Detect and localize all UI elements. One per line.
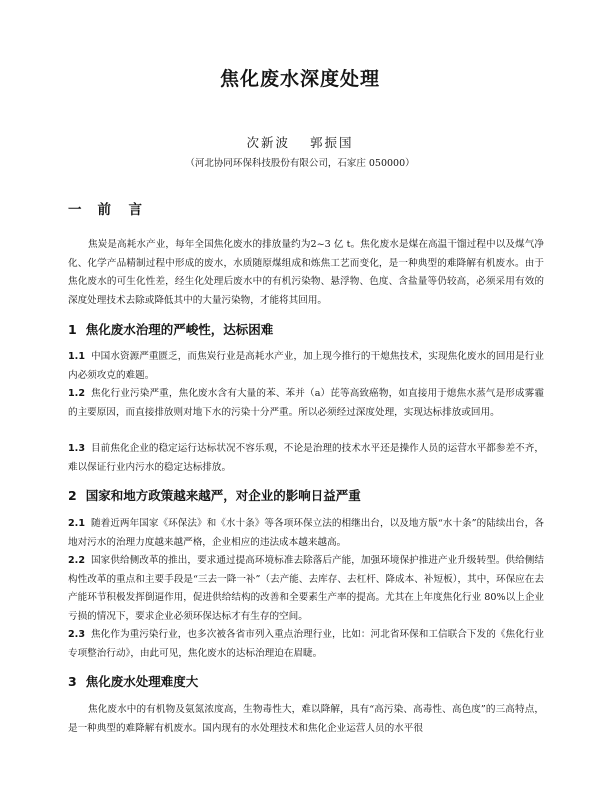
list-item — [68, 515, 544, 552]
item-text: 焦化作为重污染行业，也多次被各省市列入重点治理行业，比如：河北省环保和工信联合下发的《焦化行业专项整治行动》，由此可见，焦化废水的达标治理迫在眉睫。 — [68, 629, 544, 659]
section-heading — [68, 486, 361, 504]
section-heading — [68, 672, 198, 690]
list-item — [68, 440, 544, 477]
section-number: 3 — [68, 674, 77, 689]
item-number: 1.3 — [68, 443, 85, 454]
list-item — [68, 552, 544, 626]
section-heading — [68, 320, 273, 338]
item-text: 随着近两年国家《环保法》和《水十条》等各项环保立法的相继出台，以及地方版“水十条”的陆续出台，各地对污水的治理力度越来越严格，企业相应的违法成本越来越高。 — [68, 518, 544, 548]
item-number: 2.3 — [68, 629, 85, 640]
item-text: 焦化行业污染严重，焦化废水含有大量的苯、苯并（a）芘等高致癌物，如直接用于熄焦水蒸气是形成雾霾的主要原因，而直接排放则对地下水的污染十分严重。所以必须经过深度处理，实现达标排放或回用。 — [68, 388, 544, 418]
section-paragraph: 焦化废水中的有机物及氨氮浓度高，生物毒性大，难以降解，具有“高污染、高毒性、高色度”的三高特点，是一种典型的难降解有机废水。国内现有的水处理技术和焦化企业运营人员的水平很 — [68, 704, 544, 734]
section-title: 焦化废水治理的严峻性，达标困难 — [85, 322, 274, 337]
preface-number: 一 — [68, 202, 84, 218]
item-number: 1.2 — [68, 388, 85, 399]
author-name: 次新波 — [246, 135, 290, 150]
list-item — [68, 348, 544, 385]
item-text: 中国水资源严重匮乏，而焦炭行业是高耗水产业，加上现今推行的干熄焦技术，实现焦化废水的回用是行业内必须攻克的难题。 — [68, 351, 544, 381]
author-list — [0, 133, 600, 151]
preface-paragraph: 焦炭是高耗水产业，每年全国焦化废水的排放量约为2~3 亿 t。焦化废水是煤在高温干馏过程中以及煤气净化、化学产品精制过程中形成的废水，水质随原煤组成和炼焦工艺而变化，是一种典型的难降解有机废水。由于焦化废水的可生化性差，经生化处理后废水中的有机污染物、悬浮物、色度、含盐量等仍较高，必须采用有效的深度处理技术去除或降低其中的大量污染物，才能将其回用。 — [68, 239, 544, 306]
author-name: 郭振国 — [309, 135, 354, 150]
section-title: 国家和地方政策越来越严，对企业的影响日益严重 — [85, 488, 361, 503]
section-title: 焦化废水处理难度大 — [85, 674, 199, 689]
section-number: 2 — [68, 488, 77, 503]
paper-title: 焦化废水深度处理 — [219, 68, 380, 90]
item-number: 2.2 — [68, 555, 85, 566]
section-number: 1 — [68, 322, 77, 337]
list-item — [68, 626, 544, 663]
affiliation: （河北协同环保科技股份有限公司，石家庄 050000） — [185, 158, 415, 169]
preface-heading — [68, 198, 158, 218]
item-number: 2.1 — [68, 518, 85, 529]
item-number: 1.1 — [68, 351, 85, 362]
item-text: 目前焦化企业的稳定运行达标状况不容乐观，不论是治理的技术水平还是操作人员的运营水平都参差不齐，难以保证行业内污水的稳定达标排放。 — [68, 443, 544, 473]
list-item — [68, 385, 544, 422]
preface-title: 前 言 — [97, 202, 144, 218]
item-text: 国家供给侧改革的推出，要求通过提高环境标准去除落后产能，加强环境保护推进产业升级转型。供给侧结构性改革的重点和主要手段是“三去一降一补”（去产能、去库存、去杠杆、降成本、补短板），其中，环保应在去产能环节积极发挥倒逼作用，促进供给结构的改善和全要素生产率的提高。尤其在上年度焦化行业 80%以上企业亏损的情况下，要求企业必须环保达标才有生存的空间。 — [68, 555, 544, 622]
